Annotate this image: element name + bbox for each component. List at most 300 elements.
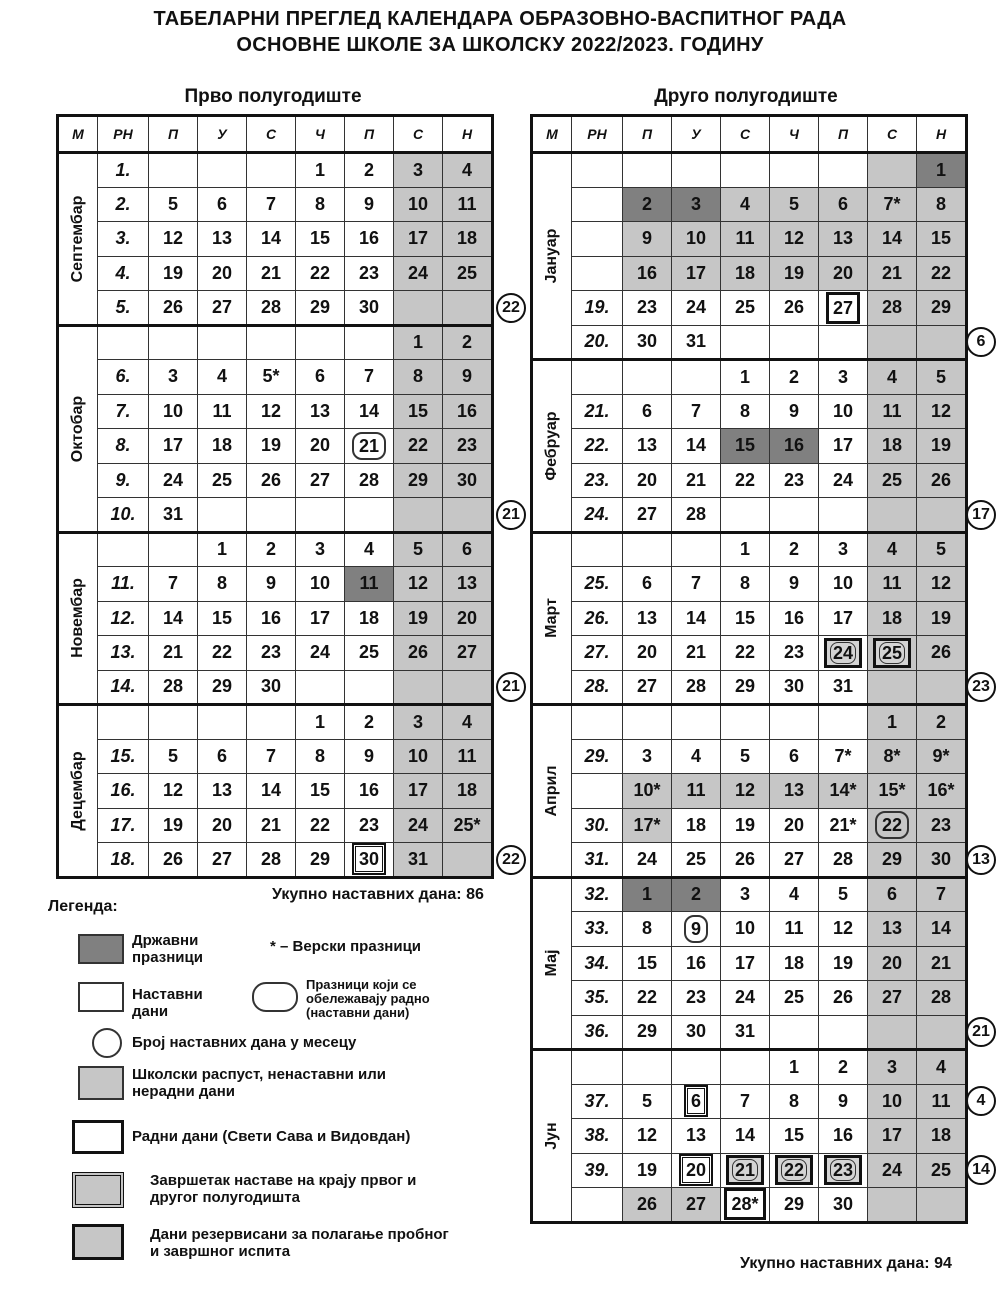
week-number: 13. bbox=[98, 636, 149, 671]
day-cell: 17 bbox=[868, 1119, 917, 1154]
day-cell: 28 bbox=[247, 291, 296, 326]
day-cell: 1 bbox=[394, 325, 443, 360]
week-number: 39. bbox=[572, 1153, 623, 1188]
day-cell: 11 bbox=[443, 739, 493, 774]
month-name: Април bbox=[543, 765, 560, 817]
day-cell: 2 bbox=[819, 1050, 868, 1085]
day-cell: 13 bbox=[198, 222, 247, 257]
day-cell bbox=[868, 636, 917, 671]
month-label bbox=[58, 705, 98, 878]
day-cell: 29 bbox=[198, 670, 247, 705]
day-cell: 18 bbox=[770, 946, 819, 981]
day-cell bbox=[819, 705, 868, 740]
day-cell bbox=[770, 498, 819, 533]
day-cell: 25 bbox=[345, 636, 394, 671]
day-cell: 13 bbox=[819, 222, 868, 257]
day-cell bbox=[917, 498, 967, 533]
day-cell: 5 bbox=[721, 739, 770, 774]
month-day-count-circle: 21 bbox=[496, 672, 526, 702]
day-cell: 4 bbox=[770, 877, 819, 912]
day-cell: 16 bbox=[672, 946, 721, 981]
day-cell: 17 bbox=[394, 774, 443, 809]
day-cell bbox=[770, 153, 819, 188]
day-cell: 6 bbox=[623, 394, 672, 429]
day-cell: 28 bbox=[345, 463, 394, 498]
day-cell: 27 bbox=[770, 843, 819, 878]
week-row bbox=[532, 360, 967, 395]
second-semester-total: Укупно наставних дана: 94 bbox=[740, 1255, 952, 1272]
day-cell bbox=[247, 325, 296, 360]
day-cell: 17 bbox=[149, 429, 198, 464]
header-8: Н bbox=[443, 116, 493, 153]
day-cell: 2 bbox=[770, 360, 819, 395]
legend-marked-holidays: Празници који се обележавају радно (наставни дани) bbox=[306, 977, 430, 1020]
day-cell: 3 bbox=[819, 360, 868, 395]
day-cell: 18 bbox=[345, 601, 394, 636]
day-cell: 9 bbox=[443, 360, 493, 395]
day-cell: 19 bbox=[819, 946, 868, 981]
week-row bbox=[58, 774, 493, 809]
day-cell bbox=[868, 1188, 917, 1223]
day-cell: 25 bbox=[770, 981, 819, 1016]
day-cell: 9 bbox=[247, 567, 296, 602]
day-cell: 29 bbox=[394, 463, 443, 498]
day-cell: 19 bbox=[247, 429, 296, 464]
day-cell: 18 bbox=[868, 601, 917, 636]
day-cell: 24 bbox=[672, 291, 721, 326]
day-cell: 5 bbox=[770, 187, 819, 222]
day-cell: 1 bbox=[868, 705, 917, 740]
header-7: С bbox=[868, 116, 917, 153]
day-cell: 26 bbox=[247, 463, 296, 498]
day-cell: 3 bbox=[623, 739, 672, 774]
day-cell bbox=[198, 498, 247, 533]
day-cell: 18 bbox=[672, 808, 721, 843]
header-2: П bbox=[623, 116, 672, 153]
day-cell: 29 bbox=[721, 670, 770, 705]
week-row bbox=[58, 394, 493, 429]
day-cell bbox=[443, 670, 493, 705]
day-cell: 11 bbox=[868, 394, 917, 429]
month-day-count-circle: 22 bbox=[496, 293, 526, 323]
week-number: 15. bbox=[98, 739, 149, 774]
day-marker: 9 bbox=[684, 915, 708, 943]
day-cell: 29 bbox=[296, 291, 345, 326]
day-cell: 3 bbox=[149, 360, 198, 395]
day-cell bbox=[917, 1188, 967, 1223]
week-row bbox=[532, 429, 967, 464]
day-cell: 1 bbox=[721, 532, 770, 567]
day-cell: 27 bbox=[868, 981, 917, 1016]
day-cell bbox=[394, 498, 443, 533]
week-number bbox=[98, 325, 149, 360]
day-cell bbox=[443, 843, 493, 878]
day-cell: 6 bbox=[296, 360, 345, 395]
week-number: 14. bbox=[98, 670, 149, 705]
day-cell bbox=[819, 291, 868, 326]
header-6: П bbox=[819, 116, 868, 153]
day-cell: 9* bbox=[917, 739, 967, 774]
week-row bbox=[58, 325, 493, 360]
day-cell: 22 bbox=[721, 463, 770, 498]
day-cell: 7 bbox=[247, 739, 296, 774]
week-row bbox=[532, 1188, 967, 1223]
day-cell: 7* bbox=[868, 187, 917, 222]
day-cell: 25 bbox=[721, 291, 770, 326]
day-cell bbox=[917, 325, 967, 360]
day-cell: 12 bbox=[149, 222, 198, 257]
legend-teaching-days: Наставни дани bbox=[132, 986, 203, 1020]
day-cell bbox=[247, 153, 296, 188]
day-cell bbox=[770, 705, 819, 740]
week-row bbox=[532, 1084, 967, 1119]
week-row bbox=[58, 567, 493, 602]
day-cell bbox=[198, 153, 247, 188]
day-cell bbox=[672, 1153, 721, 1188]
month-day-count-circle: 13 bbox=[966, 845, 996, 875]
week-number bbox=[572, 1188, 623, 1223]
day-cell: 5* bbox=[247, 360, 296, 395]
day-cell bbox=[198, 325, 247, 360]
week-row bbox=[532, 256, 967, 291]
day-marker: 21 bbox=[352, 432, 386, 460]
day-cell bbox=[149, 705, 198, 740]
day-cell: 20 bbox=[623, 636, 672, 671]
day-cell bbox=[149, 325, 198, 360]
week-row bbox=[532, 463, 967, 498]
day-cell: 15 bbox=[623, 946, 672, 981]
week-row bbox=[532, 636, 967, 671]
day-cell: 4 bbox=[721, 187, 770, 222]
day-cell: 3 bbox=[721, 877, 770, 912]
day-cell bbox=[296, 325, 345, 360]
week-row bbox=[532, 567, 967, 602]
month-day-count-circle: 14 bbox=[966, 1155, 996, 1185]
day-marker: 6 bbox=[685, 1086, 707, 1116]
day-marker: 20 bbox=[680, 1155, 712, 1185]
header-1: РН bbox=[98, 116, 149, 153]
day-cell: 17 bbox=[296, 601, 345, 636]
day-cell: 19 bbox=[917, 429, 967, 464]
week-row bbox=[532, 774, 967, 809]
day-cell: 14 bbox=[917, 912, 967, 947]
day-marker: 27 bbox=[826, 292, 860, 324]
day-cell bbox=[345, 325, 394, 360]
day-cell: 7 bbox=[247, 187, 296, 222]
day-cell: 20 bbox=[623, 463, 672, 498]
header-6: П bbox=[345, 116, 394, 153]
day-cell bbox=[819, 1153, 868, 1188]
week-number: 17. bbox=[98, 808, 149, 843]
day-cell: 6 bbox=[198, 187, 247, 222]
day-cell bbox=[770, 1015, 819, 1050]
day-cell: 18 bbox=[198, 429, 247, 464]
day-cell: 21* bbox=[819, 808, 868, 843]
week-number: 30. bbox=[572, 808, 623, 843]
day-cell bbox=[721, 1153, 770, 1188]
header-8: Н bbox=[917, 116, 967, 153]
day-cell: 9 bbox=[770, 394, 819, 429]
day-cell bbox=[819, 1015, 868, 1050]
week-number: 2. bbox=[98, 187, 149, 222]
day-cell: 6 bbox=[443, 532, 493, 567]
day-cell: 12 bbox=[770, 222, 819, 257]
day-cell: 30 bbox=[247, 670, 296, 705]
first-semester-total: Укупно наставних дана: 86 bbox=[272, 886, 484, 903]
month-day-count-circle: 17 bbox=[966, 500, 996, 530]
header-3: У bbox=[198, 116, 247, 153]
day-cell: 9 bbox=[819, 1084, 868, 1119]
week-row bbox=[532, 877, 967, 912]
day-cell: 15 bbox=[721, 429, 770, 464]
day-cell: 8 bbox=[770, 1084, 819, 1119]
week-row bbox=[532, 946, 967, 981]
header-0: М bbox=[532, 116, 572, 153]
week-number: 7. bbox=[98, 394, 149, 429]
day-cell: 29 bbox=[868, 843, 917, 878]
header-7: С bbox=[394, 116, 443, 153]
week-number: 27. bbox=[572, 636, 623, 671]
legend-heading: Легенда: bbox=[48, 898, 118, 915]
first-semester-table bbox=[56, 114, 494, 879]
day-cell bbox=[868, 325, 917, 360]
day-cell: 8 bbox=[296, 739, 345, 774]
day-cell: 3 bbox=[672, 187, 721, 222]
day-cell: 27 bbox=[198, 843, 247, 878]
week-row bbox=[532, 1015, 967, 1050]
week-number: 6. bbox=[98, 360, 149, 395]
day-cell bbox=[623, 532, 672, 567]
day-cell: 21 bbox=[247, 808, 296, 843]
day-cell: 20 bbox=[868, 946, 917, 981]
week-number bbox=[572, 222, 623, 257]
day-marker: 30 bbox=[353, 844, 385, 874]
week-row bbox=[532, 705, 967, 740]
week-row bbox=[58, 670, 493, 705]
day-cell: 10 bbox=[819, 394, 868, 429]
day-cell: 22 bbox=[296, 808, 345, 843]
day-cell: 1 bbox=[721, 360, 770, 395]
day-cell: 13 bbox=[198, 774, 247, 809]
day-cell bbox=[672, 532, 721, 567]
day-cell: 10 bbox=[394, 187, 443, 222]
day-cell: 19 bbox=[917, 601, 967, 636]
week-number: 8. bbox=[98, 429, 149, 464]
day-cell: 21 bbox=[672, 463, 721, 498]
day-cell: 15 bbox=[198, 601, 247, 636]
day-cell: 5 bbox=[149, 739, 198, 774]
day-cell: 27 bbox=[672, 1188, 721, 1223]
day-cell: 15 bbox=[721, 601, 770, 636]
day-cell bbox=[819, 325, 868, 360]
week-number bbox=[572, 532, 623, 567]
day-cell: 18 bbox=[721, 256, 770, 291]
day-cell: 26 bbox=[149, 843, 198, 878]
week-number: 10. bbox=[98, 498, 149, 533]
week-row bbox=[532, 532, 967, 567]
month-name: Јануар bbox=[543, 228, 560, 284]
day-cell: 22 bbox=[394, 429, 443, 464]
day-cell bbox=[345, 670, 394, 705]
day-cell bbox=[819, 498, 868, 533]
week-number: 12. bbox=[98, 601, 149, 636]
day-cell: 26 bbox=[623, 1188, 672, 1223]
day-cell bbox=[296, 670, 345, 705]
day-cell: 26 bbox=[721, 843, 770, 878]
week-row bbox=[532, 808, 967, 843]
week-row bbox=[58, 429, 493, 464]
day-cell: 16 bbox=[770, 601, 819, 636]
day-cell: 10 bbox=[721, 912, 770, 947]
day-cell: 17 bbox=[672, 256, 721, 291]
month-label bbox=[532, 532, 572, 705]
day-cell: 10 bbox=[819, 567, 868, 602]
day-cell bbox=[345, 498, 394, 533]
day-cell: 30 bbox=[770, 670, 819, 705]
day-cell: 23 bbox=[345, 808, 394, 843]
week-number: 1. bbox=[98, 153, 149, 188]
legend-state-holiday-swatch bbox=[78, 934, 124, 964]
day-cell: 23 bbox=[770, 636, 819, 671]
day-cell bbox=[770, 325, 819, 360]
day-cell: 25* bbox=[443, 808, 493, 843]
header-5: Ч bbox=[770, 116, 819, 153]
day-cell: 14 bbox=[345, 394, 394, 429]
header-5: Ч bbox=[296, 116, 345, 153]
day-cell: 17* bbox=[623, 808, 672, 843]
day-cell: 1 bbox=[296, 153, 345, 188]
day-cell: 11 bbox=[198, 394, 247, 429]
month-name: Фебруар bbox=[543, 411, 560, 481]
week-row bbox=[532, 739, 967, 774]
day-cell: 8 bbox=[296, 187, 345, 222]
day-cell: 27 bbox=[198, 291, 247, 326]
week-row bbox=[532, 1119, 967, 1154]
day-cell: 9 bbox=[623, 222, 672, 257]
day-cell: 4 bbox=[868, 532, 917, 567]
week-number: 22. bbox=[572, 429, 623, 464]
day-cell bbox=[721, 705, 770, 740]
week-row bbox=[58, 636, 493, 671]
legend-work-days-swatch bbox=[72, 1120, 124, 1154]
week-number: 37. bbox=[572, 1084, 623, 1119]
day-cell: 11 bbox=[672, 774, 721, 809]
day-cell: 27 bbox=[623, 498, 672, 533]
legend-end-of-semester: Завршетак наставе на крају првог и другог полугодишта bbox=[150, 1172, 417, 1206]
day-cell: 12 bbox=[623, 1119, 672, 1154]
day-cell: 17 bbox=[721, 946, 770, 981]
legend-school-break: Школски распуст, ненаставни или нерадни дани bbox=[132, 1066, 386, 1100]
month-label bbox=[58, 532, 98, 705]
day-cell: 15 bbox=[917, 222, 967, 257]
page-title-line-2: ОСНОВНЕ ШКОЛЕ ЗА ШКОЛСКУ 2022/2023. ГОДИНУ bbox=[236, 34, 764, 56]
day-cell bbox=[672, 1050, 721, 1085]
day-cell: 22 bbox=[721, 636, 770, 671]
day-cell: 16 bbox=[623, 256, 672, 291]
day-cell: 23 bbox=[345, 256, 394, 291]
week-row bbox=[58, 498, 493, 533]
day-cell: 8 bbox=[623, 912, 672, 947]
day-cell: 23 bbox=[917, 808, 967, 843]
day-cell: 23 bbox=[443, 429, 493, 464]
week-number: 5. bbox=[98, 291, 149, 326]
day-cell: 30 bbox=[672, 1015, 721, 1050]
month-label bbox=[58, 153, 98, 326]
day-cell: 3 bbox=[819, 532, 868, 567]
day-cell: 1 bbox=[770, 1050, 819, 1085]
day-cell: 6 bbox=[770, 739, 819, 774]
week-number bbox=[572, 774, 623, 809]
week-row bbox=[532, 187, 967, 222]
day-cell: 4 bbox=[868, 360, 917, 395]
day-cell: 27 bbox=[296, 463, 345, 498]
month-name: Децембар bbox=[69, 751, 86, 831]
week-row bbox=[532, 153, 967, 188]
day-cell: 30 bbox=[443, 463, 493, 498]
day-cell bbox=[721, 153, 770, 188]
day-cell: 6 bbox=[623, 567, 672, 602]
day-cell: 26 bbox=[819, 981, 868, 1016]
day-cell: 10 bbox=[296, 567, 345, 602]
month-name: Септембар bbox=[69, 195, 86, 283]
week-row bbox=[58, 463, 493, 498]
day-cell: 4 bbox=[917, 1050, 967, 1085]
day-cell: 5 bbox=[819, 877, 868, 912]
day-cell: 31 bbox=[819, 670, 868, 705]
day-marker: 24 bbox=[824, 638, 862, 668]
day-cell bbox=[672, 360, 721, 395]
day-cell: 24 bbox=[819, 463, 868, 498]
day-cell: 22 bbox=[296, 256, 345, 291]
week-row bbox=[58, 360, 493, 395]
month-label bbox=[532, 360, 572, 533]
week-row bbox=[58, 808, 493, 843]
day-cell: 14 bbox=[868, 222, 917, 257]
week-number: 28. bbox=[572, 670, 623, 705]
day-cell bbox=[917, 670, 967, 705]
day-cell: 23 bbox=[623, 291, 672, 326]
month-name: Мај bbox=[543, 949, 560, 977]
week-number: 19. bbox=[572, 291, 623, 326]
week-number: 9. bbox=[98, 463, 149, 498]
day-cell bbox=[296, 498, 345, 533]
day-cell: 16 bbox=[345, 774, 394, 809]
week-number: 21. bbox=[572, 394, 623, 429]
header-0: М bbox=[58, 116, 98, 153]
day-cell: 1 bbox=[917, 153, 967, 188]
week-row bbox=[58, 256, 493, 291]
day-cell: 15 bbox=[394, 394, 443, 429]
day-cell: 9 bbox=[770, 567, 819, 602]
week-number bbox=[572, 153, 623, 188]
day-cell: 13 bbox=[623, 601, 672, 636]
day-cell: 15 bbox=[296, 222, 345, 257]
month-day-count-circle: 21 bbox=[966, 1017, 996, 1047]
day-cell: 19 bbox=[394, 601, 443, 636]
day-cell: 29 bbox=[770, 1188, 819, 1223]
day-cell: 16 bbox=[770, 429, 819, 464]
day-cell: 18 bbox=[443, 774, 493, 809]
day-cell bbox=[868, 153, 917, 188]
day-cell: 12 bbox=[917, 394, 967, 429]
legend-exam-days-swatch bbox=[72, 1224, 124, 1260]
day-cell: 26 bbox=[917, 636, 967, 671]
day-cell: 15 bbox=[770, 1119, 819, 1154]
legend-state-holidays: Државни празници bbox=[132, 932, 203, 966]
day-cell bbox=[394, 670, 443, 705]
day-cell: 24 bbox=[149, 463, 198, 498]
day-cell bbox=[443, 291, 493, 326]
